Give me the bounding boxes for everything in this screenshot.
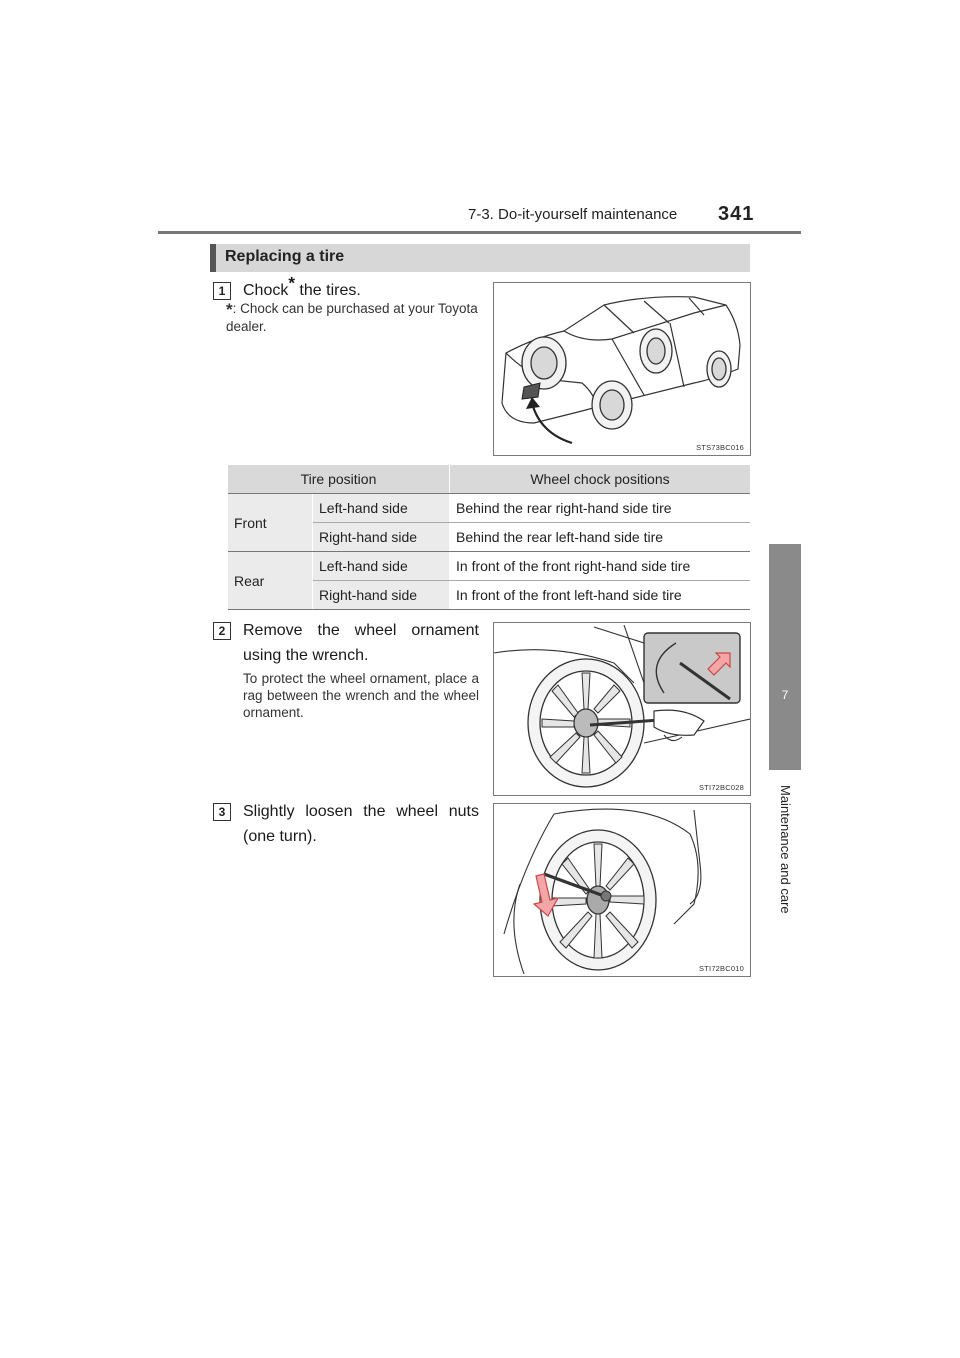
table-cell-chock: In front of the front right-hand side tire [450,552,751,581]
figure-remove-ornament [493,622,751,796]
chapter-tab-label: Maintenance and care [778,785,793,914]
figure-code-3: STI72BC010 [699,964,744,973]
table-cell-position: Front [228,494,313,552]
table-header-tire-position: Tire position [228,465,450,494]
table-cell-side: Right-hand side [313,523,450,552]
table-cell-side: Right-hand side [313,581,450,610]
table-row [228,552,750,581]
table-cell-chock: Behind the rear left-hand side tire [450,523,751,552]
step-2-text: Remove the wheel ornament using the wrench. [243,622,479,664]
section-heading-marker [210,244,216,272]
step-2-note: To protect the wheel ornament, place a rag between the wrench and the wheel ornament. [243,671,479,720]
page-number: 341 [718,203,755,225]
chapter-tab-number: 7 [781,688,789,702]
figure-chock-tires [493,282,751,456]
section-title: Replacing a tire [225,248,345,265]
step-number-1: 1 [213,282,231,300]
chapter-tab [769,544,801,770]
step-1-text: Chock* the tires. [243,273,361,299]
wheel-nut-illustration [494,804,750,976]
header-rule [158,231,801,234]
figure-loosen-nuts [493,803,751,977]
figure-code-1: STS73BC016 [696,443,744,452]
wheel-ornament-illustration [494,623,750,795]
table-row [228,494,750,523]
step-number-2: 2 [213,622,231,640]
step-1-footnote: *: Chock can be purchased at your Toyota dealer. [226,300,478,334]
table-cell-side: Left-hand side [313,494,450,523]
step-number-3: 3 [213,803,231,821]
table-cell-position: Rear [228,552,313,610]
wheel-chock-table [228,465,750,610]
running-header-section: 7-3. Do-it-yourself maintenance [468,206,678,223]
table-header-row [228,465,750,494]
car-illustration [494,283,750,455]
step-3-text: Slightly loosen the wheel nuts (one turn). [243,803,479,845]
figure-code-2: STI72BC028 [699,783,744,792]
table-cell-side: Left-hand side [313,552,450,581]
table-cell-chock: In front of the front left-hand side tire [450,581,751,610]
table-header-chock-positions: Wheel chock positions [450,465,751,494]
table-cell-chock: Behind the rear right-hand side tire [450,494,751,523]
